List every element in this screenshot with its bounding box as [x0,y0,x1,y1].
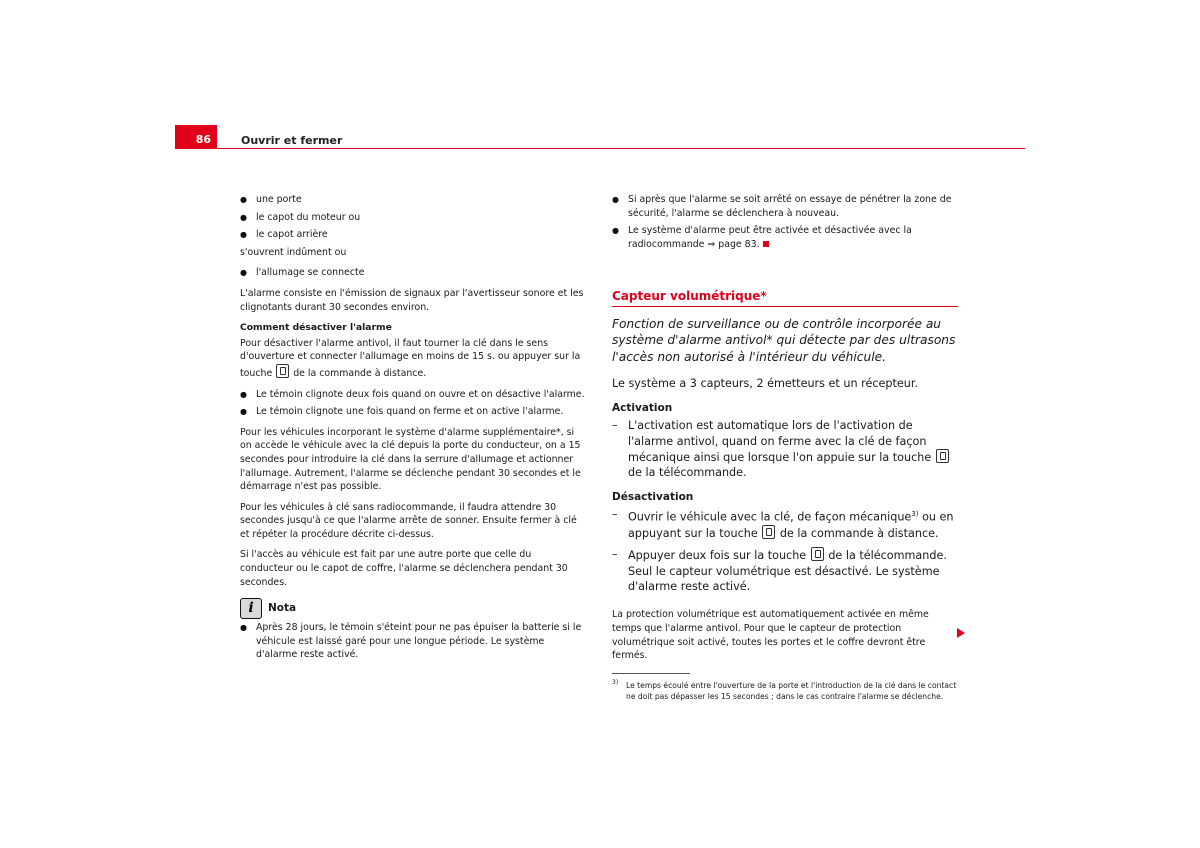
paragraph: L'alarme consiste en l'émission de signaux par l'avertisseur sonore et les clignotants durant 30 secondes environ. [240,287,584,313]
deactivation-heading: Désactivation [612,490,694,503]
footnote-marker: 3) [612,678,619,686]
footnote-rule [612,673,690,674]
list-item: ● une porte [240,193,585,207]
info-icon: i [240,598,262,619]
paragraph [240,337,585,381]
text-span: Le système d'alarme peut être activée et désactivée avec la radiocommande ⇒ page 83. [628,225,912,250]
footnote-ref: 3) [911,510,919,519]
list-item [612,507,958,541]
list-item: ● Le témoin clignote une fois quand on ferme et on active l'alarme. [240,405,585,419]
text-span: de la télécommande. [628,466,747,480]
unlock-key-icon [811,547,824,561]
paragraph: Pour les véhicules incorporant le système d'alarme supplémentaire*, si on accède le véhicule avec la clé depuis la porte du conducteur, on a 15 secondes pour introduire la clé dans la serrure d'allumage et actionner l'allumage. Autrement, l'alarme se déclenche pendant 30 secondes et le démarrage n'est pas possible. [240,426,581,493]
text-span: Ouvrir le véhicule avec la clé, de façon mécanique [628,510,912,524]
text-span: Appuyer deux fois sur la touche [628,549,807,563]
lock-key-icon [276,364,289,378]
left-column [240,193,585,666]
note-title: Nota [268,601,297,614]
unlock-key-icon [762,525,775,539]
list-item: ● Le témoin clignote deux fois quand on ouvre et on désactive l'alarme. [240,388,585,402]
paragraph: Le système a 3 capteurs, 2 émetteurs et un récepteur. [612,377,918,391]
text-span: de la commande à distance. [293,367,427,379]
text-span: de la commande à distance. [779,527,939,541]
lock-key-icon [936,449,949,463]
text-span: ou en appuyant sur la touche [628,510,954,541]
lead-paragraph: Fonction de surveillance ou de contrôle incorporée au système d'alarme antivol* qui détecte par des ultrasons l'accès non autorisé à l'intérieur du véhicule. [612,316,956,364]
list-item [612,224,958,251]
page-number: 86 [195,133,211,146]
list-item: ● le capot du moteur ou [240,211,585,225]
section-title: Capteur volumétrique* [612,290,958,307]
header-title: Ouvrir et fermer [241,134,343,147]
list-item: ● Si après que l'alarme se soit arrêté on essaye de pénétrer la zone de sécurité, l'alarme se déclenchera à nouveau. [612,193,958,220]
paragraph: Si l'accès au véhicule est fait par une autre porte que celle du conducteur ou le capot de coffre, l'alarme se déclenchera pendant 30 secondes. [240,549,568,588]
header-rule [217,148,1025,149]
paragraph: s'ouvrent indûment ou [240,246,347,258]
continue-arrow-icon [957,628,965,638]
list-item [612,418,958,480]
note-header [240,598,585,619]
list-item: ● le capot arrière [240,228,585,242]
paragraph: Pour les véhicules à clé sans radiocommande, il faudra attendre 30 secondes jusqu'à ce que l'alarme arrête de sonner. Ensuite fermer à clé et répéter la procédure décrite ci-dessus. [240,501,577,540]
list-item [612,547,958,594]
note-text: ● Après 28 jours, le témoin s'éteint pour ne pas épuiser la batterie si le véhicule est laissé garé pour une longue période. Le système d'alarme reste activé. [240,621,585,662]
footnote-text: Le temps écoulé entre l'ouverture de la porte et l'introduction de la clé dans le contact ne doit pas dépasser les 15 secondes ; dans le cas contraire l'alarme se déclenche. [626,680,957,701]
end-marker-icon [763,241,769,247]
text-span: L'activation est automatique lors de l'activation de l'alarme antivol, quand on ferme avec la clé de façon mécanique ainsi que lorsque l'on appuie sur la touche [628,419,932,464]
subheading: Comment désactiver l'alarme [240,322,392,334]
text-span: Pour désactiver l'alarme antivol, il faut tourner la clé dans le sens d'ouverture et connecter l'allumage en moins de 15 s. ou appuyer sur la touche [240,337,581,379]
page-number-box [175,125,217,149]
footnote [612,680,958,702]
paragraph: La protection volumétrique est automatiquement activée en même temps que l'alarme antivol. Pour que le capteur de protection volumétrique soit activé, toutes les portes et le coffre devront être fermés. [612,609,929,662]
activation-heading: Activation [612,401,673,414]
text-span: de la télécommande. Seul le capteur volumétrique est désactivé. Le système d'alarme reste activé. [628,549,947,594]
list-item: ● l'allumage se connecte [240,266,585,280]
right-column [612,193,958,702]
